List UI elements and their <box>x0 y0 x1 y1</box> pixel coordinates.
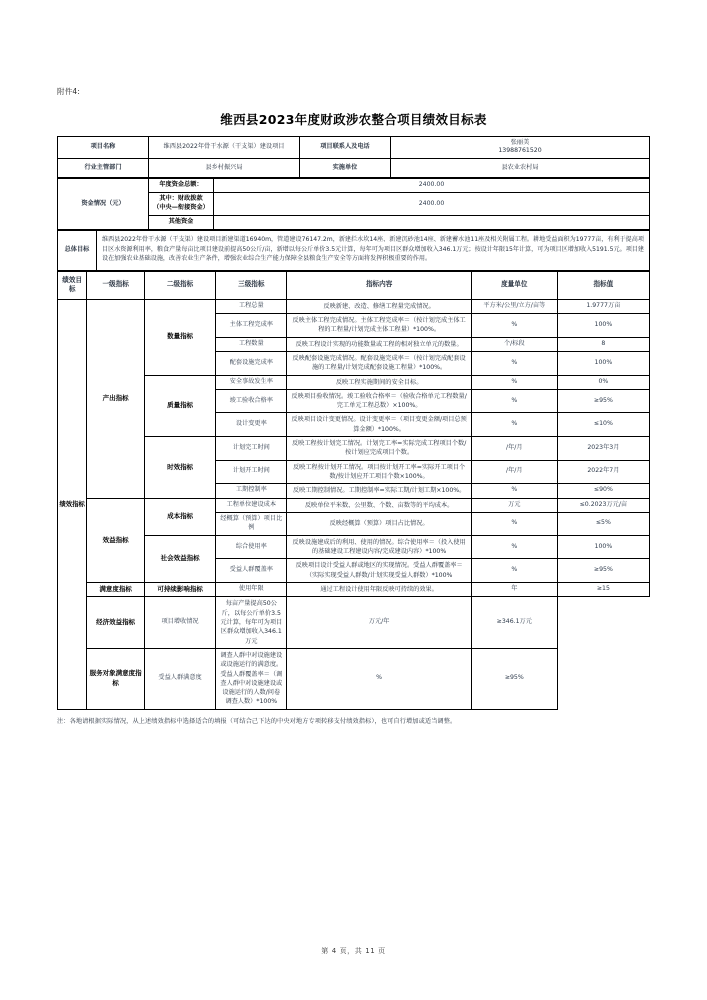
contact-name: 张丽美 <box>510 138 530 146</box>
target-value-cell: 1.9777万亩 <box>557 299 649 313</box>
target-value-cell: 0% <box>557 375 649 389</box>
indicator-content-cell: 反映工程实施期间的安全目标。 <box>287 375 471 389</box>
target-value-cell: ≤90% <box>557 484 649 498</box>
table-row <box>58 648 650 709</box>
indicator-content-cell: 反映设施建成后的利用、使用的情况。综合使用率＝（投入使用的基础建设工程建设内容/完成建设内容）*100% <box>287 535 471 559</box>
implementing-unit-value: 县农业农村局 <box>391 159 650 178</box>
measure-unit-cell: 年 <box>471 583 557 597</box>
measure-unit-cell: % <box>471 413 557 437</box>
level3-indicator-cell: 设计变更率 <box>216 413 287 437</box>
indicator-content-cell: 反映配套设施完成情况。配套设施完成率＝（按计划完成配套设施的工程量/计划完成配套设施工程量）*100%。 <box>287 352 471 376</box>
performance-indicator-table <box>57 271 650 710</box>
measure-unit-cell: 个/标段 <box>471 337 557 351</box>
measure-unit-cell: % <box>471 535 557 559</box>
level2-indicator-cell: 经济效益指标 <box>87 597 145 648</box>
project-name-value: 维西县2022年骨干水源（干支渠）建设项目 <box>149 136 300 159</box>
table-row <box>58 179 650 193</box>
measure-unit-cell: % <box>471 375 557 389</box>
indicator-content-cell: 反映项目设计受益人群或地区的实现情况。受益人群覆盖率＝（实际实现受益人群数/计划实现受益人群数）*100% <box>287 559 471 583</box>
page-title: 维西县2023年度财政涉农整合项目绩效目标表 <box>220 111 487 127</box>
target-value-cell: 100% <box>557 314 649 338</box>
funding-section-label: 资金情况（元） <box>58 179 149 230</box>
level2-indicator-cell: 时效指标 <box>144 437 215 498</box>
indicator-content-cell: 调查人群中对设施建设或设施运行的满意度。受益人群覆盖率＝（调查人群中对设施建设或设施运行的人数/问卷调查人数）*100% <box>216 648 287 709</box>
indicator-content-cell: 反映项目设计变更情况。设计变更率＝（项目变更金额/项目总预算金额）*100%。 <box>287 413 471 437</box>
level3-indicator-cell: 工程总量 <box>216 299 287 313</box>
level3-indicator-cell: 计划开工时间 <box>216 460 287 484</box>
table-row <box>58 231 650 270</box>
target-value-cell: ≥15 <box>557 583 649 597</box>
level3-indicator-cell: 计划完工时间 <box>216 437 287 461</box>
col-header-1: 一级指标 <box>87 271 145 299</box>
measure-unit-cell: 万元/年 <box>287 597 471 648</box>
target-value-cell: ≤0.2023万元/亩 <box>557 498 649 512</box>
department-value: 县乡村振兴局 <box>149 159 300 178</box>
indicator-content-cell: 反映工期控制情况。工期控制率=实际工期/计划工期×100%。 <box>287 484 471 498</box>
level2-indicator-cell: 质量指标 <box>144 375 215 436</box>
target-value-cell: 2023年3月 <box>557 437 649 461</box>
funding-row-value-0: 2400.00 <box>214 179 650 193</box>
level1-indicator-cell: 效益指标 <box>87 498 145 582</box>
indicator-content-cell: 反映单位平米数、公里数、个数、亩数等的平均成本。 <box>287 498 471 512</box>
target-value-cell: 2022年7月 <box>557 460 649 484</box>
table-row <box>58 299 650 313</box>
funding-row-label-1 <box>149 193 214 216</box>
target-value-cell: ≥95% <box>557 559 649 583</box>
contact-phone: 13988761520 <box>498 147 542 155</box>
performance-table-body <box>58 299 650 709</box>
col-header-5: 度量单位 <box>471 271 557 299</box>
level3-indicator-cell: 经概算（预算）项目比例 <box>216 512 287 535</box>
measure-unit-cell: % <box>471 389 557 413</box>
measure-unit-cell: % <box>471 484 557 498</box>
attachment-label: 附件4: <box>57 87 81 96</box>
measure-unit-cell: 平方米/公里/立方/亩等 <box>471 299 557 313</box>
overall-goal-table <box>57 230 650 270</box>
table-row <box>58 535 650 559</box>
target-value-cell: 100% <box>557 352 649 376</box>
level3-indicator-cell: 主体工程完成率 <box>216 314 287 338</box>
indicator-content-cell: 反映工程按计划完工情况。计划完工率=实际完成工程项目个数/按计划应完成项目个数。 <box>287 437 471 461</box>
indicator-content-cell: 反映经概算（预算）项目占比情况。 <box>287 512 471 535</box>
page-number: 第 4 页，共 11 页 <box>321 947 386 955</box>
measure-unit-cell: % <box>471 314 557 338</box>
level3-indicator-cell: 工期控制率 <box>216 484 287 498</box>
overall-goal-label: 总体目标 <box>58 231 97 270</box>
target-value-cell: ≥95% <box>557 389 649 413</box>
indicator-content-cell: 反映工程按计划开工情况。项目按计划开工率=实际开工项目个数/按计划应开工项目个数×100%。 <box>287 460 471 484</box>
level3-indicator-cell: 使用年限 <box>216 583 287 597</box>
col-header-4: 指标内容 <box>287 271 471 299</box>
funding-row-label-0: 年度资金总额： <box>149 179 214 193</box>
measure-unit-cell: % <box>471 559 557 583</box>
level3-indicator-cell: 工程数量 <box>216 337 287 351</box>
target-value-cell: 8 <box>557 337 649 351</box>
contact-label: 项目联系人及电话 <box>300 136 391 159</box>
implementing-unit-label: 实施单位 <box>300 159 391 178</box>
table-row <box>58 437 650 461</box>
project-name-label: 项目名称 <box>58 136 149 159</box>
overall-goal-text: 维西县2022年骨干水源（干支渠）建设项目新建渠道16940m，管道建设76147.2m，新建拦水坎14座、新建沉砂池14座、新建蓄水池11座及相关附属工程。耕地受益面积为19777亩，有利于提高项目区水资源利用率，粮食产量每亩比项目建设前提高50公斤/亩，新增以每公斤单价3.5元计算，每年可为项目区群众增加收入346.1万元；按设计年限15年计算，可为项目区增加收入5191.5元。项目建设在加强农业基础设施，改善农业生产条件，增强农业综合生产能力保障全县粮食生产安全等方面将发挥积极重要的作用。 <box>97 231 650 270</box>
level2-indicator-cell: 成本指标 <box>144 498 215 535</box>
level3-indicator-cell: 受益人群满意度 <box>144 648 215 709</box>
target-value-cell: ≥346.1万元 <box>471 597 557 648</box>
funding-row-label-1-line2: （中央—衔接资金） <box>153 204 209 212</box>
funding-row-value-1: 2400.00 <box>214 193 650 216</box>
indicator-content-cell: 反映项目验收情况。竣工验收合格率＝（验收合格单元工程数量/完工单元工程总数）×100%。 <box>287 389 471 413</box>
indicator-content-cell: 反映新建、改造、修缮工程量完成情况。 <box>287 299 471 313</box>
level2-indicator-cell: 数量指标 <box>144 299 215 375</box>
table-row <box>58 375 650 389</box>
target-value-cell: ≥95% <box>471 648 557 709</box>
table-row <box>58 498 650 512</box>
indicator-content-cell: 每亩产量提高50公斤，以每公斤单价3.5元计算，每年可为项目区群众增加收入346.1万元 <box>216 597 287 648</box>
level1-indicator-cell: 产出指标 <box>87 299 145 498</box>
measure-unit-cell: /年/月 <box>471 437 557 461</box>
measure-unit-cell: % <box>287 648 471 709</box>
level3-indicator-cell: 配套设施完成率 <box>216 352 287 376</box>
measure-unit-cell: % <box>471 512 557 535</box>
department-label: 行业主管部门 <box>58 159 149 178</box>
funding-table <box>57 178 650 230</box>
table-header-row <box>58 271 650 299</box>
level3-indicator-cell: 竣工验收合格率 <box>216 389 287 413</box>
table-row <box>58 583 650 597</box>
measure-unit-cell: 万元 <box>471 498 557 512</box>
contact-value <box>391 136 650 159</box>
root-label-cell: 绩效指标 <box>58 299 87 709</box>
target-value-cell: ≤5% <box>557 512 649 535</box>
target-value-cell: ≤10% <box>557 413 649 437</box>
measure-unit-cell: % <box>471 352 557 376</box>
table-row <box>58 597 650 648</box>
level3-indicator-cell: 综合使用率 <box>216 535 287 559</box>
funding-row-value-2 <box>214 216 650 230</box>
level3-indicator-cell: 安全事故发生率 <box>216 375 287 389</box>
level1-indicator-cell: 满意度指标 <box>87 583 145 597</box>
col-header-2: 二级指标 <box>144 271 215 299</box>
level2-indicator-cell: 社会效益指标 <box>144 535 215 582</box>
level2-indicator-cell: 可持续影响指标 <box>144 583 215 597</box>
table-row <box>58 136 650 159</box>
indicator-content-cell: 通过工程设计使用年限反映可持续的效果。 <box>287 583 471 597</box>
col-header-6: 指标值 <box>557 271 649 299</box>
indicator-content-cell: 反映主体工程完成情况。主体工程完成率＝（按计划完成主体工程的工程量/计划完成主体工程量）*100%。 <box>287 314 471 338</box>
level2-indicator-cell: 服务对象满意度指标 <box>87 648 145 709</box>
footnote: 注：各地请根据实际情况，从上述绩效指标中选择适合的填报（可结合己下达的中央对地方专项转移支付绩效指标），也可自行增加或适当调整。 <box>57 717 457 725</box>
level3-indicator-cell: 项目增收情况 <box>144 597 215 648</box>
funding-row-label-2: 其他资金 <box>149 216 214 230</box>
level3-indicator-cell: 工程单位建设成本 <box>216 498 287 512</box>
level3-indicator-cell: 受益人群覆盖率 <box>216 559 287 583</box>
indicator-content-cell: 反映工程设计实现的功能数量或工程的相对独立单元的数量。 <box>287 337 471 351</box>
project-info-table <box>57 136 650 179</box>
funding-row-label-1-line1: 其中：财政拨款 <box>159 195 203 203</box>
target-value-cell: 100% <box>557 535 649 559</box>
col-header-3: 三级指标 <box>216 271 287 299</box>
col-header-0: 绩效目标 <box>58 271 87 299</box>
measure-unit-cell: /年/月 <box>471 460 557 484</box>
table-row <box>58 159 650 178</box>
